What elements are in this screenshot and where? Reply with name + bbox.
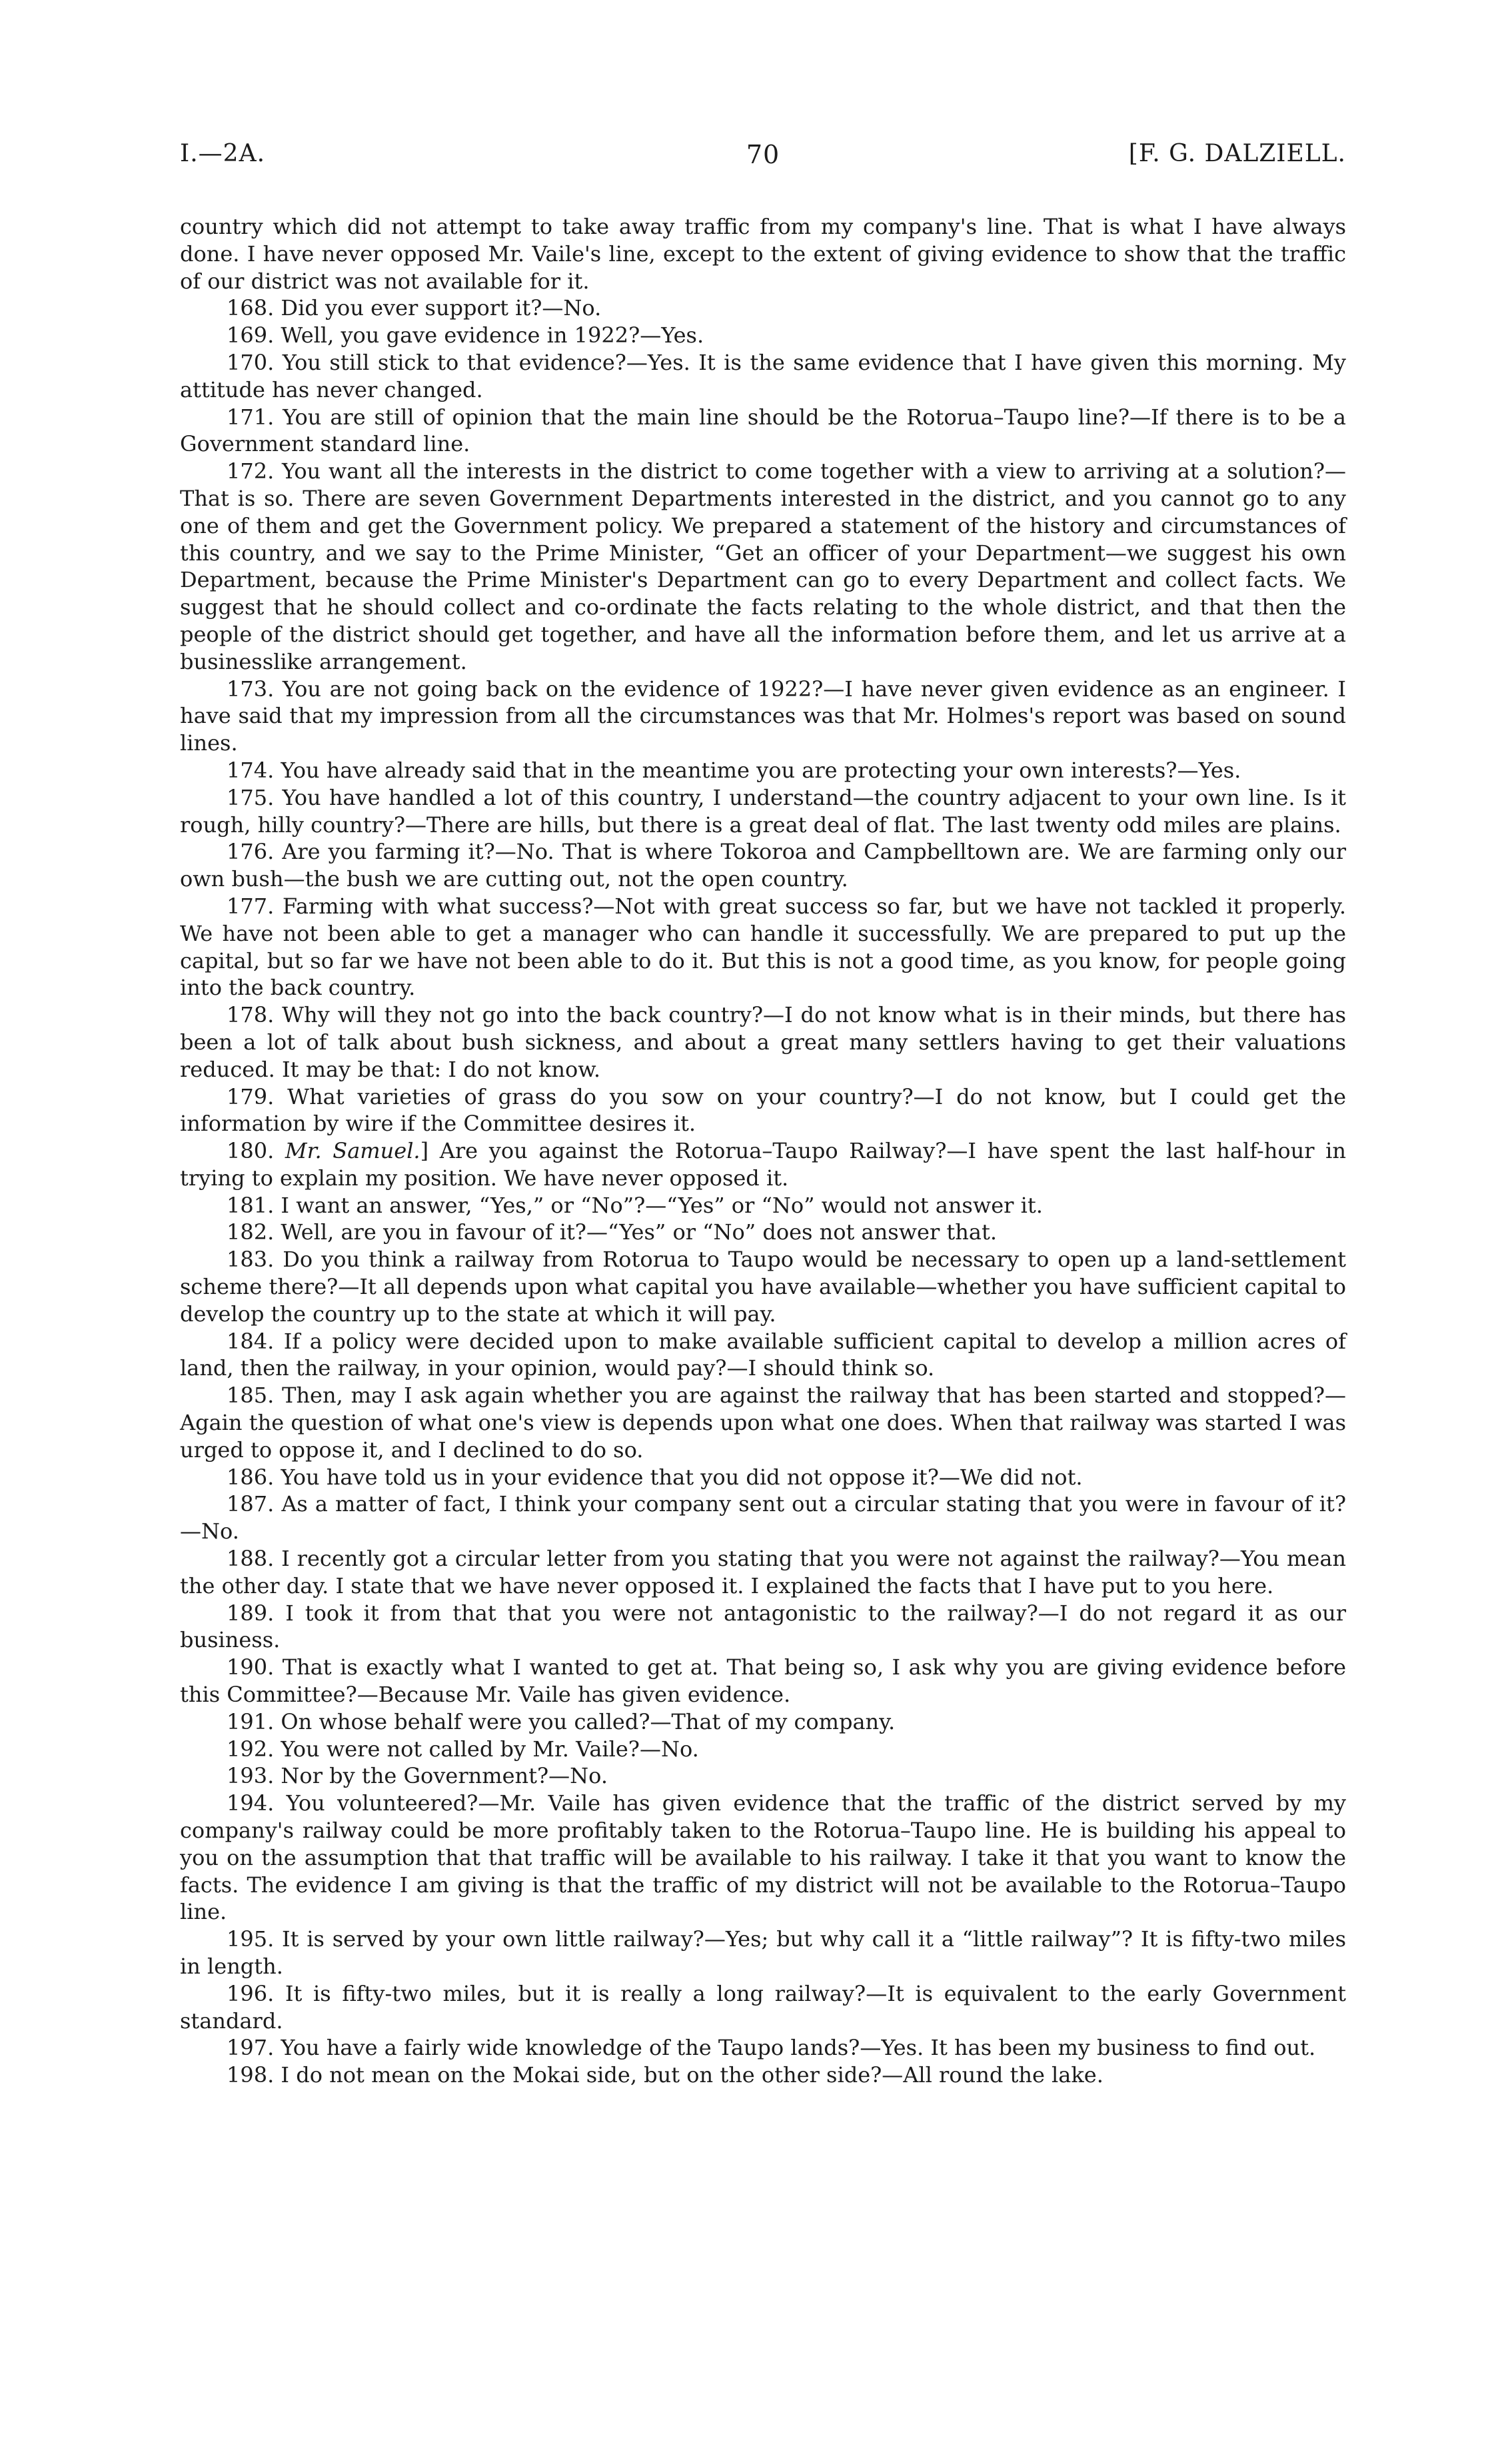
question-180-text: ] Are you against the Rotorua–Taupo Railway?—I have spent the last half-hour in trying to explain my position. We have never opposed it.	[180, 1138, 1347, 1191]
question-answer-paragraph: 184. If a policy were decided upon to make available sufficient capital to develop a million acres of land, then the railway, in your opinion, would pay?—I should think so.	[180, 1328, 1346, 1381]
continued-paragraph: country which did not attempt to take away traffic from my company's line. That is what I have always done. I have never opposed Mr. Vaile's line, except to the extent of giving evidence to show that the traffic of our district was not available for it.	[180, 214, 1346, 294]
question-180: 180. Mr. Samuel.] Are you against the Rotorua–Taupo Railway?—I have spent the last half-hour in trying to explain my position. We have never opposed it.	[180, 1138, 1347, 1191]
question-answer-paragraph: 186. You have told us in your evidence that you did not oppose it?—We did not.	[227, 1464, 1083, 1490]
question-answer-paragraph: 198. I do not mean on the Mokai side, but on the other side?—All round the lake.	[227, 2062, 1104, 2088]
question-answer-paragraph: 176. Are you farming it?—No. That is where Tokoroa and Campbelltown are. We are farming only our own bush—the bush we are cutting out, not the open country.	[180, 839, 1346, 892]
page-number: 70	[746, 140, 780, 169]
question-answer-paragraph: 175. You have handled a lot of this country, I understand—the country adjacent to your own line. Is it rough, hilly country?—There are hills, but there is a great deal of flat. The last twenty odd miles are plains.	[180, 784, 1346, 838]
question-answer-paragraph: 172. You want all the interests in the district to come together with a view to arriving at a solution?—That is so. There are seven Government Departments interested in the district, and you cannot go to any one of them and get the Government policy. We prepared a statement of the history and circumstances of this country, and we say to the Prime Minister, “Get an officer of your Department—we suggest his own Department, because the Prime Minister's Department can go to every Department and collect facts. We suggest that he should collect and co-ordinate the facts relating to the whole district, and that then the people of the district should get together, and have all the information before them, and let us arrive at a businesslike arrangement.	[180, 458, 1346, 674]
question-answer-paragraph: 179. What varieties of grass do you sow on your country?—I do not know, but I could get the information by wire if the Committee desires it.	[180, 1083, 1346, 1137]
questions-181-198	[180, 1192, 1346, 2089]
question-answer-paragraph: 189. I took it from that that you were not antagonistic to the railway?—I do not regard it as our business.	[180, 1600, 1346, 1653]
question-answer-paragraph: 193. Nor by the Government?—No.	[227, 1763, 608, 1789]
witness-name: [F. G. DALZIELL.	[1128, 140, 1346, 167]
question-answer-paragraph: 197. You have a fairly wide knowledge of the Taupo lands?—Yes. It has been my business to find out.	[227, 2035, 1316, 2061]
question-answer-paragraph: 173. You are not going back on the evidence of 1922?—I have never given evidence as an engineer. I have said that my impression from all the circumstances was that Mr. Holmes's report was based on sound lines.	[180, 676, 1346, 756]
question-answer-paragraph: 177. Farming with what success?—Not with great success so far, but we have not tackled it properly. We have not been able to get a manager who can handle it successfully. We are prepared to put up the capital, but so far we have not been able to do it. But this is not a good time, as you know, for people going into the back country.	[180, 893, 1346, 1001]
question-answer-paragraph: 190. That is exactly what I wanted to get at. That being so, I ask why you are giving evidence before this Committee?—Because Mr. Vaile has given evidence.	[180, 1654, 1346, 1708]
speaker-name: Mr. Samuel.	[285, 1138, 420, 1164]
question-answer-paragraph: 187. As a matter of fact, I think your company sent out a circular stating that you were in favour of it?—No.	[180, 1491, 1346, 1544]
question-answer-paragraph: 194. You volunteered?—Mr. Vaile has given evidence that the traffic of the district served by my company's railway could be more profitably taken to the Rotorua–Taupo line. He is building his appeal to you on the assumption that that traffic will be available to his railway. I take it that you want to know the facts. The evidence I am giving is that the traffic of my district will not be available to the Rotorua–Taupo line.	[180, 1790, 1346, 1925]
question-answer-paragraph: 191. On whose behalf were you called?—That of my company.	[227, 1708, 896, 1734]
question-answer-paragraph: 192. You were not called by Mr. Vaile?—No.	[227, 1736, 699, 1762]
question-answer-paragraph: 195. It is served by your own little railway?—Yes; but why call it a “little railway”? It is fifty-two miles in length.	[180, 1926, 1346, 1979]
question-answer-paragraph: 174. You have already said that in the meantime you are protecting your own interests?—Yes.	[227, 757, 1241, 783]
question-answer-paragraph: 185. Then, may I ask again whether you are against the railway that has been started and stopped?—Again the question of what one's view is depends upon what one does. When that railway was started I was urged to oppose it, and I declined to do so.	[180, 1383, 1346, 1463]
evidence-text	[180, 213, 1346, 2089]
question-answer-paragraph: 168. Did you ever support it?—No.	[227, 295, 602, 321]
question-answer-paragraph: 183. Do you think a railway from Rotorua to Taupo would be necessary to open up a land-settlement scheme there?—It all depends upon what capital you have available—whether you have sufficient capital to develop the country up to the state at which it will pay.	[180, 1247, 1346, 1327]
parliamentary-paper-reference: I.—2A.	[180, 140, 266, 167]
question-answer-paragraph: 178. Why will they not go into the back country?—I do not know what is in their minds, but there has been a lot of talk about bush sickness, and about a great many settlers having to get their valuations reduced. It may be that: I do not know.	[180, 1002, 1346, 1082]
question-answer-paragraph: 171. You are still of opinion that the main line should be the Rotorua–Taupo line?—If there is to be a Government standard line.	[180, 404, 1346, 457]
questions-168-179	[180, 295, 1346, 1137]
question-answer-paragraph: 181. I want an answer, “Yes,” or “No”?—“Yes” or “No” would not answer it.	[227, 1192, 1043, 1218]
question-answer-paragraph: 182. Well, are you in favour of it?—“Yes” or “No” does not answer that.	[227, 1219, 997, 1245]
question-answer-paragraph: 170. You still stick to that evidence?—Yes. It is the same evidence that I have given this morning. My attitude has never changed.	[180, 349, 1346, 402]
question-answer-paragraph: 196. It is fifty-two miles, but it is really a long railway?—It is equivalent to the early Government standard.	[180, 1980, 1346, 2034]
question-answer-paragraph: 169. Well, you gave evidence in 1922?—Yes.	[227, 322, 704, 348]
question-answer-paragraph: 188. I recently got a circular letter from you stating that you were not against the railway?—You mean the other day. I state that we have never opposed it. I explained the facts that I have put to you here.	[180, 1546, 1346, 1598]
